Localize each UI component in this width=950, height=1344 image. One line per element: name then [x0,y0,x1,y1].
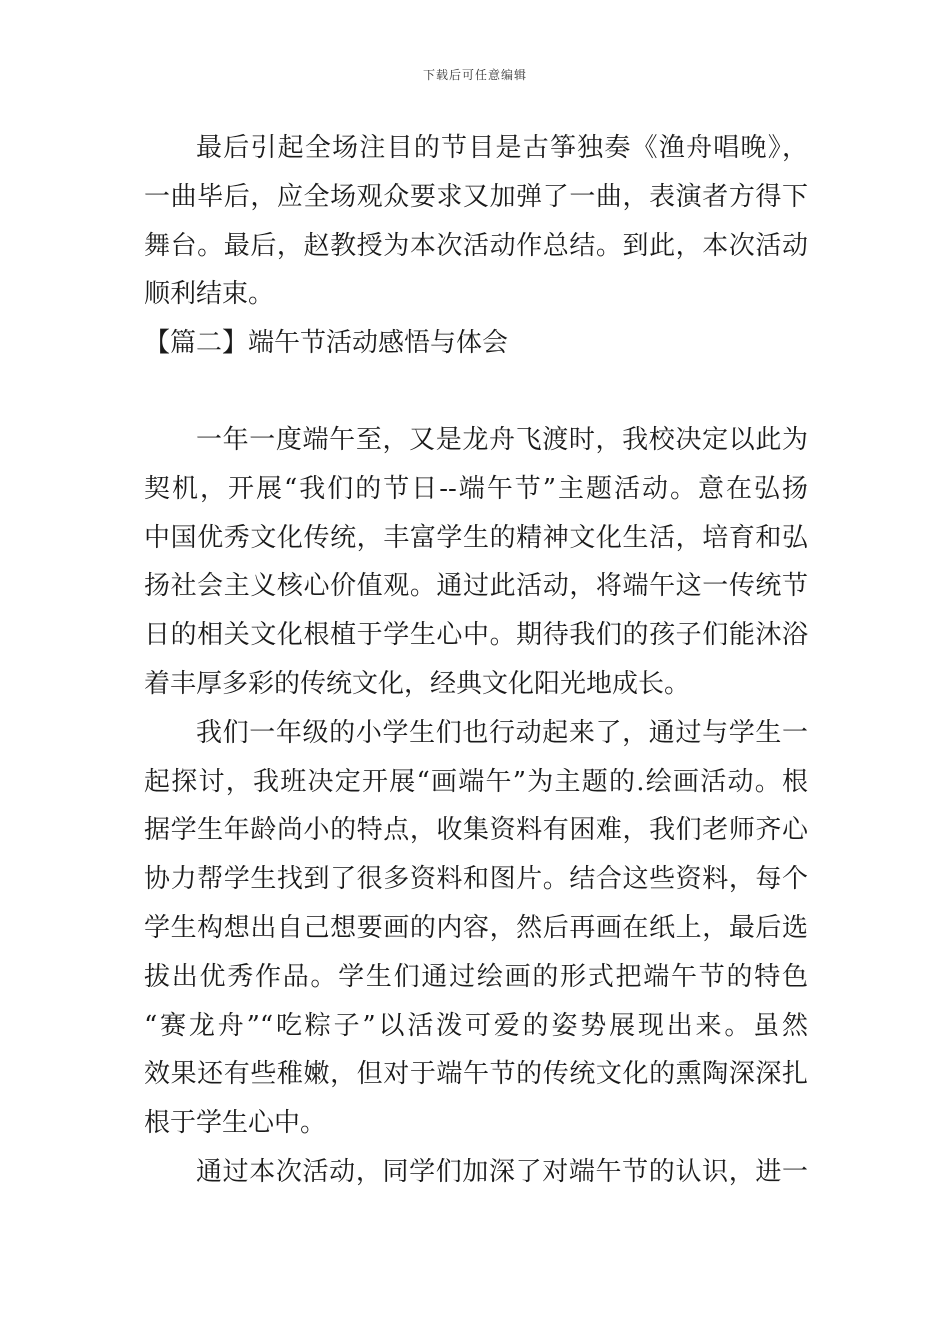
text-line: 起探讨，我班决定开展“画端午”为主题的.绘画活动。根 [144,766,808,797]
text-line: 最后引起全场注目的节目是古筝独奏《渔舟唱晚》， [196,133,808,163]
text-line: 拔出优秀作品。学生们通过绘画的形式把端午节的特色 [144,961,808,992]
text-line: 日的相关文化根植于学生心中。期待我们的孩子们能沐浴 [144,620,808,651]
text-line: “赛龙舟”“吃粽子”以活泼可爱的姿势展现出来。虽然 [144,1010,808,1041]
text-line: 顺利结束。 [144,279,275,310]
text-line: 契机，开展“我们的节日--端午节”主题活动。意在弘扬 [144,473,808,504]
page-header-note: 下载后可任意编辑 [422,68,527,82]
text-line: 着丰厚多彩的传统文化，经典文化阳光地成长。 [144,668,691,699]
blank-line [144,368,808,416]
text-line: 学生构想出自己想要画的内容，然后再画在纸上，最后选 [144,912,808,943]
text-line: 我们一年级的小学生们也行动起来了，通过与学生一 [196,717,808,748]
text-line: 扬社会主义核心价值观。通过此活动，将端午这一传统节 [144,571,808,602]
section-heading [144,319,808,368]
paragraph-intro [144,416,808,709]
text-line: 中国优秀文化传统，丰富学生的精神文化生活，培育和弘 [144,522,808,553]
text-line: 舞台。最后，赵教授为本次活动作总结。到此，本次活动 [144,230,808,261]
text-line: 效果还有些稚嫩，但对于端午节的传统文化的熏陶深深扎 [144,1059,808,1090]
text-line: 一年一度端午至，又是龙舟飞渡时，我校决定以此为 [196,424,808,455]
text-line: 据学生年龄尚小的特点，收集资料有困难，我们老师齐心 [144,815,808,846]
text-line: 一曲毕后，应全场观众要求又加弹了一曲，表演者方得下 [144,181,808,212]
text-line: 通过本次活动，同学们加深了对端午节的认识，进一 [196,1156,808,1187]
text-line: 根于学生心中。 [144,1108,327,1139]
document-body [144,124,808,1197]
paragraph-concert-ending [144,124,808,319]
section-title: 【篇二】端午节活动感悟与体会 [144,328,509,359]
paragraph-drawing-activity [144,709,808,1148]
text-line: 协力帮学生找到了很多资料和图片。结合这些资料，每个 [144,864,808,895]
paragraph-conclusion [144,1148,808,1197]
